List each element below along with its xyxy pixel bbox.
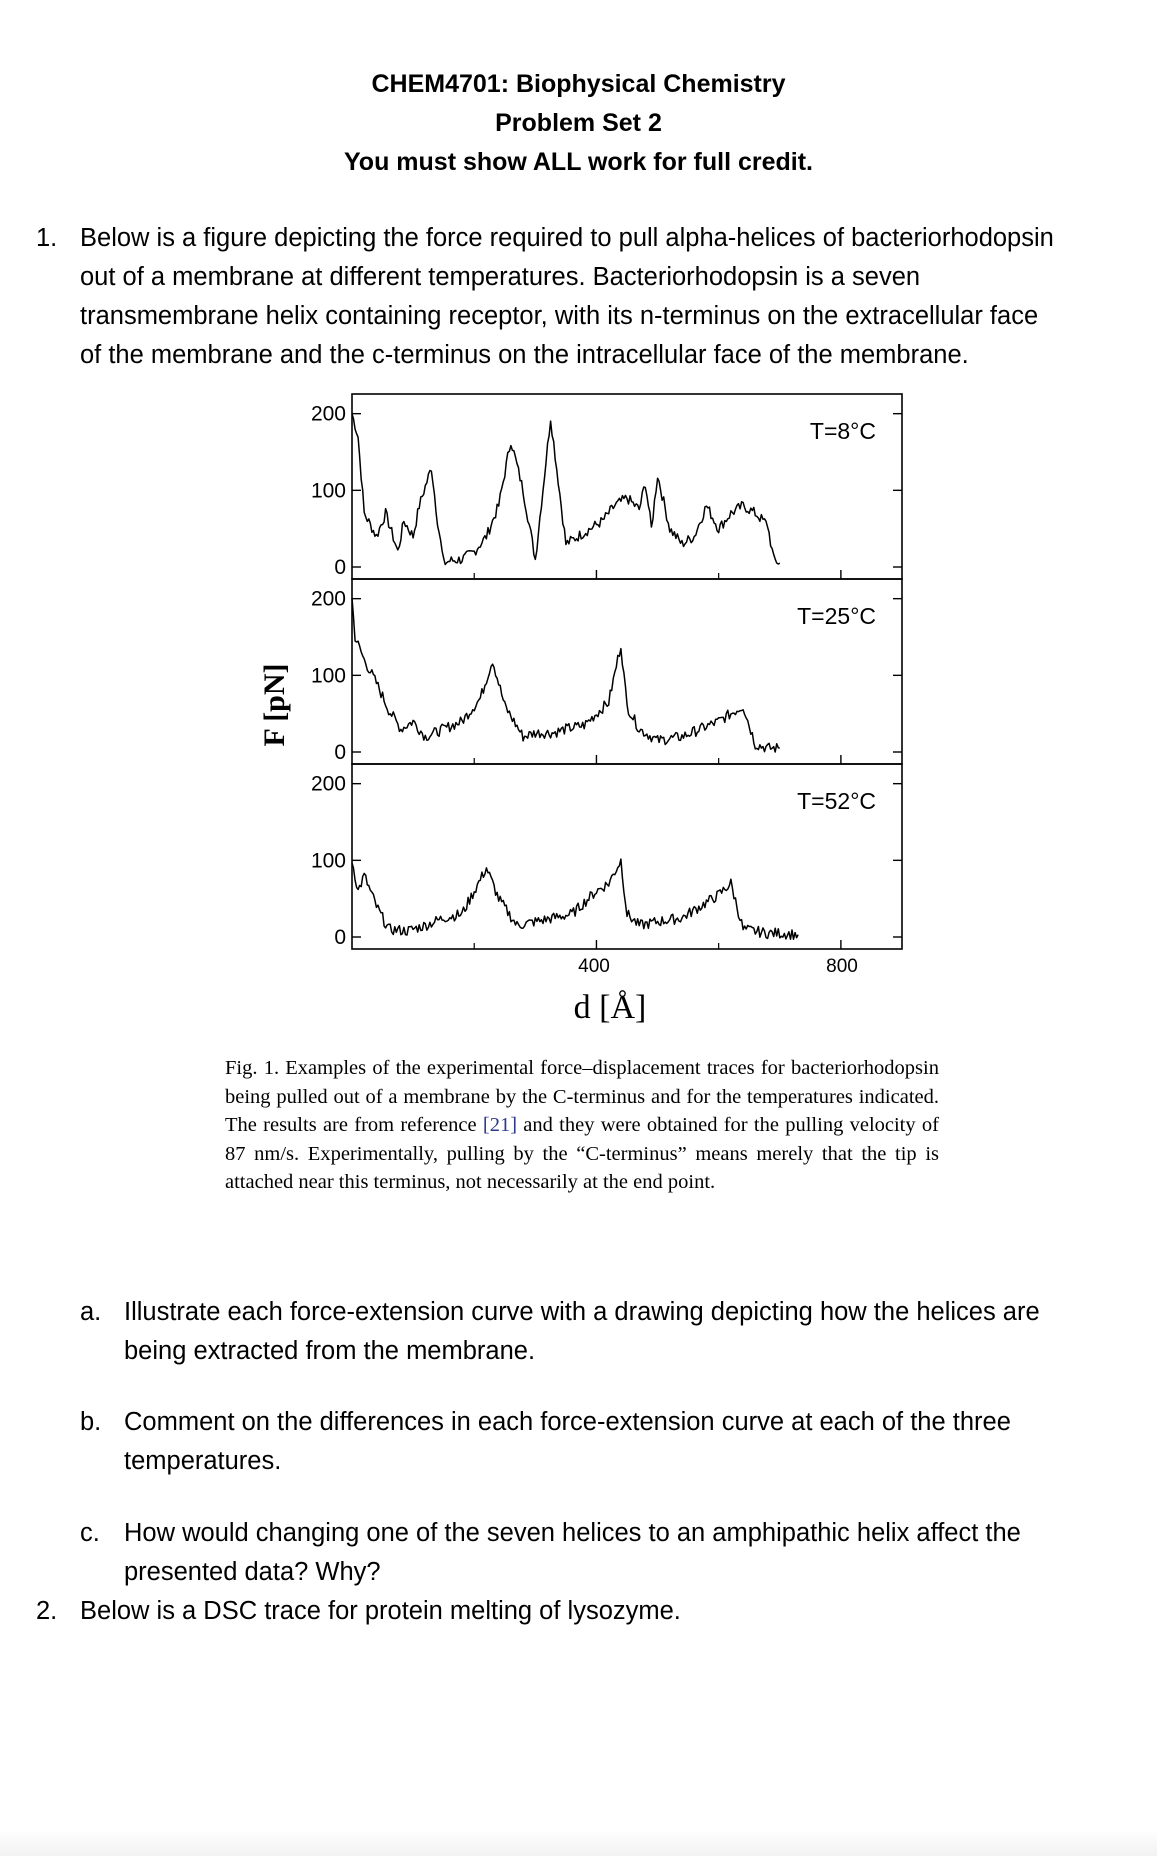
y-tick-label: 0 bbox=[334, 926, 346, 949]
x-tick-label: 400 bbox=[578, 956, 610, 977]
temperature-label: T=25°C bbox=[797, 603, 876, 629]
q1-line-2: out of a membrane at different temperatures. Bacteriorhodopsin is a seven bbox=[80, 263, 921, 291]
q2-text: Below is a DSC trace for protein melting of lysozyme. bbox=[80, 1597, 681, 1625]
part-a-line-1: Illustrate each force-extension curve with a drawing depicting how the helices are bbox=[124, 1298, 1040, 1326]
part-c-label: c. bbox=[80, 1519, 100, 1547]
part-b-line-2: temperatures. bbox=[124, 1447, 282, 1475]
y-tick-label: 0 bbox=[334, 741, 346, 764]
part-b-line-1: Comment on the differences in each force-extension curve at each of the three bbox=[124, 1408, 1011, 1436]
x-axis-title: d [Å] bbox=[573, 989, 647, 1026]
y-tick-label: 200 bbox=[310, 402, 346, 426]
caption-text: Fig. 1. Examples of the experimental force–displacement traces for bacteriorhodopsin being pulled out of a membrane by the C-terminus and for the temperatures indicated. The results are from reference bbox=[225, 1057, 939, 1136]
y-tick-label: 200 bbox=[310, 772, 346, 796]
y-tick-label: 100 bbox=[310, 664, 346, 688]
part-b-label: b. bbox=[80, 1408, 102, 1436]
course-title: CHEM4701: Biophysical Chemistry bbox=[371, 70, 786, 98]
q1-number: 1. bbox=[36, 224, 58, 252]
x-tick-label: 800 bbox=[826, 956, 858, 977]
caption-reference-link[interactable]: [21] bbox=[482, 1114, 518, 1136]
y-tick-label: 100 bbox=[310, 849, 346, 873]
caption-text-end: and they were obtained for the pulling velocity of 87 nm/s. Experimentally, pulling by the “C-terminus” means merely that the tip is attached near this terminus, not necessarily at the end point. bbox=[225, 1114, 939, 1193]
credit-notice: You must show ALL work for full credit. bbox=[343, 148, 813, 176]
page-bottom-edge bbox=[0, 1830, 1157, 1856]
problem-set-title: Problem Set 2 bbox=[495, 109, 662, 137]
temperature-label: T=52°C bbox=[797, 788, 876, 814]
part-a-label: a. bbox=[80, 1298, 102, 1326]
force-trace-line bbox=[352, 414, 780, 565]
q1-line-4: of the membrane and the c-terminus on the intracellular face of the membrane. bbox=[80, 341, 969, 369]
y-tick-label: 0 bbox=[334, 556, 346, 579]
figure-caption bbox=[225, 1054, 939, 1197]
y-tick-label: 100 bbox=[310, 479, 346, 503]
force-trace-line bbox=[352, 598, 780, 752]
force-trace-line bbox=[352, 859, 798, 939]
temperature-label: T=8°C bbox=[809, 418, 876, 444]
q1-line-3: transmembrane helix containing receptor, with its n-terminus on the extracellular face bbox=[80, 302, 1039, 330]
y-tick-label: 200 bbox=[310, 587, 346, 611]
y-axis-label bbox=[258, 663, 291, 746]
y-axis-title: F [pN] bbox=[258, 663, 291, 747]
force-displacement-figure bbox=[240, 380, 920, 1030]
q2-number: 2. bbox=[36, 1597, 58, 1625]
q1-line-1: Below is a figure depicting the force required to pull alpha-helices of bacteriorhodopsin bbox=[80, 224, 1054, 252]
part-c-line-1: How would changing one of the seven helices to an amphipathic helix affect the bbox=[124, 1519, 1021, 1547]
part-a-line-2: being extracted from the membrane. bbox=[124, 1337, 536, 1365]
part-c-line-2: presented data? Why? bbox=[124, 1558, 381, 1586]
